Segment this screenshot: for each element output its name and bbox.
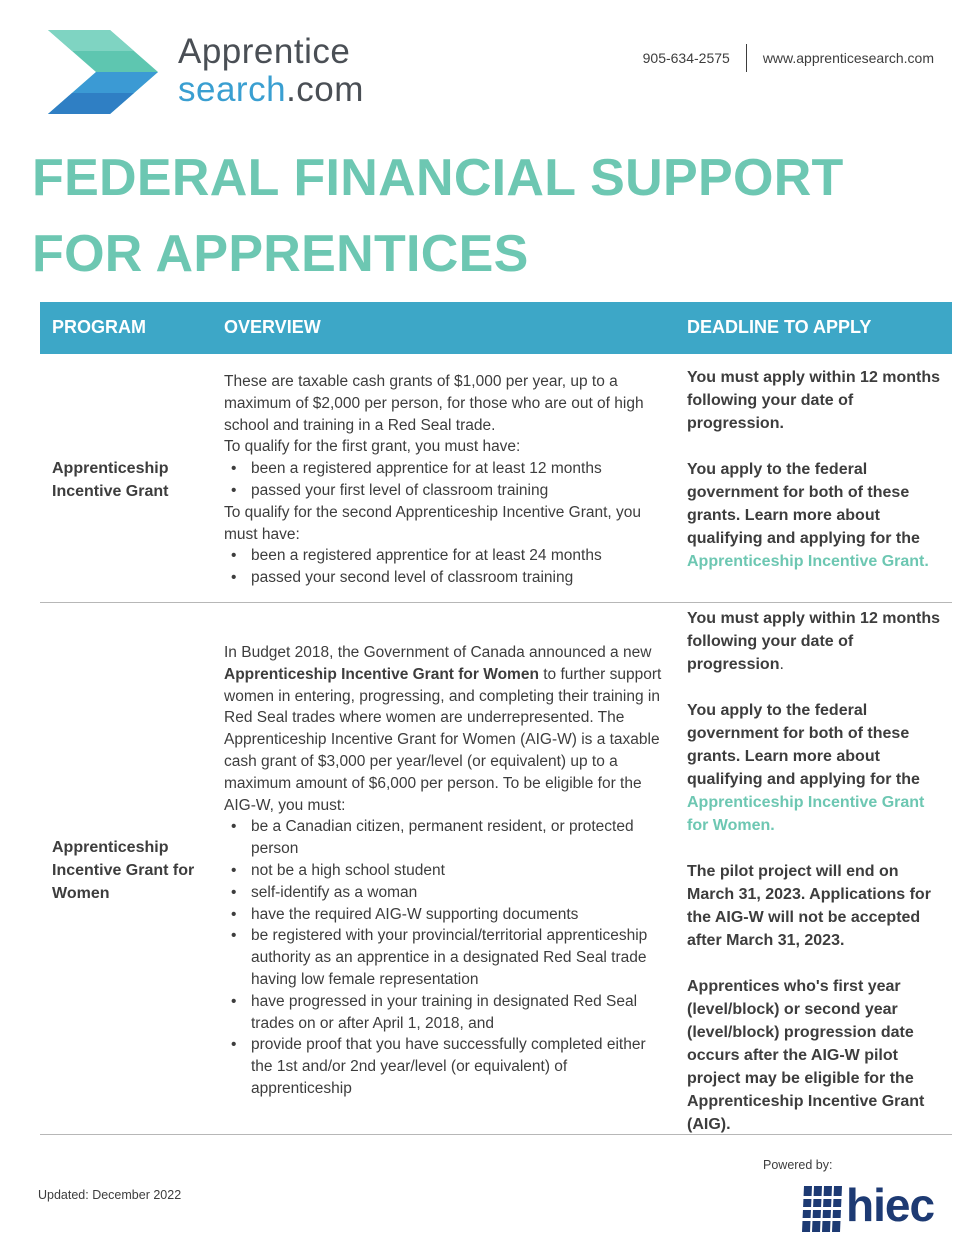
website-link[interactable]: www.apprenticesearch.com	[762, 50, 934, 66]
header-deadline: DEADLINE TO APPLY	[687, 317, 872, 337]
program-overview: In Budget 2018, the Government of Canada announced a new Apprenticeship Incentive Grant for Women to further support women in entering, progressing, and completing their training in Red Seal trades where women are underrepresented. The Apprenticeship Incentive Grant for Women (AIG-W) is a taxable cash grant of $3,000 per year/level (or equivalent) up to a maximum amount of $6,000 per person. To be eligible for the AIG-W, you must: • be a Canadian citizen, permanent resident, or protected person • not be a high school student • self-identify as a woman • have the required AIG-W supporting documents • be registered with your provincial/territorial apprenticeship authority as an apprentice in a designated Red Seal trade having low female representation • have progressed in your training in designated Red Seal trades on or after April 1, 2018, and • provide proof that you have successfully completed either the 1st and/or 2nd year/level (or equivalent) of apprenticeship	[224, 642, 670, 1100]
list-item: • provide proof that you have successfully completed either the 1st and/or 2nd year/level (or equivalent) of apprenticeship	[251, 1034, 670, 1099]
page-title: FEDERAL FINANCIAL SUPPORT FOR APPRENTICES	[32, 149, 844, 283]
program-deadline: You must apply within 12 months following your date of progression. You apply to the federal government for both of these grants. Learn more about qualifying and applying for the Apprenticeship Incentive Grant for Women. The pilot project will end on March 31, 2023. Applications for the AIG-W will not be accepted after March 31, 2023. Apprentices who's first year (level/block) or second year (level/block) progression date occurs after the AIG-W pilot project may be eligible for the Apprenticeship Incentive Grant (AIG).	[687, 610, 941, 1133]
aig-w-link[interactable]: Apprenticeship Incentive Grant for Women.	[687, 794, 925, 834]
requirements-list	[224, 458, 670, 502]
contact-divider	[746, 44, 747, 72]
contact-info	[643, 44, 934, 72]
hiec-grid-icon	[800, 1186, 846, 1232]
header-overview: OVERVIEW	[224, 317, 321, 337]
list-item: • have the required AIG-W supporting documents	[251, 904, 670, 926]
list-item: • passed your first level of classroom training	[251, 480, 670, 502]
list-item: • self-identify as a woman	[251, 882, 670, 904]
program-name: Apprenticeship Incentive Grant for Women	[52, 839, 195, 902]
logo-wordmark-line2: search.com	[178, 70, 364, 109]
powered-by-label: Powered by:	[763, 1158, 833, 1172]
list-item: • been a registered apprentice for at least 24 months	[251, 545, 670, 567]
program-deadline: You must apply within 12 months following your date of progression. You apply to the federal government for both of these grants. Learn more about qualifying and applying for the Apprenticeship Incentive Grant.	[687, 369, 941, 570]
list-item: • be a Canadian citizen, permanent resident, or protected person	[251, 816, 670, 860]
program-name: Apprenticeship Incentive Grant	[52, 460, 169, 500]
list-item: • be registered with your provincial/territorial apprenticeship authority as an apprentice in a designated Red Seal trade having low female representation	[251, 925, 670, 990]
requirements-list	[224, 545, 670, 589]
apprenticesearch-logo[interactable]	[48, 30, 388, 114]
table-row	[40, 602, 952, 1135]
list-item: • not be a high school student	[251, 860, 670, 882]
hiec-wordmark: hiec	[846, 1179, 935, 1231]
program-overview: These are taxable cash grants of $1,000 per year, up to a maximum of $2,000 per person, for those who are out of high school and training in a Red Seal trade. To qualify for the first grant, you must have: • been a registered apprentice for at least 12 months • passed your first level of classroom training To qualify for the second Apprenticeship Incentive Grant, you must have: • been a registered apprentice for at least 24 months • passed your second level of classroom training	[224, 371, 670, 589]
list-item: • been a registered apprentice for at least 12 months	[251, 458, 670, 480]
logo-wordmark-line1: Apprentice	[178, 32, 351, 71]
chevron-logo-icon	[48, 30, 158, 114]
header-program: PROGRAM	[52, 317, 146, 337]
table-header	[40, 302, 952, 354]
phone-number[interactable]: 905-634-2575	[642, 50, 730, 66]
aig-link[interactable]: Apprenticeship Incentive Grant.	[687, 553, 929, 570]
list-item: • have progressed in your training in designated Red Seal trades on or after April 1, 2018, and	[251, 991, 670, 1035]
list-item: • passed your second level of classroom training	[251, 567, 670, 589]
eligibility-list	[224, 816, 670, 1099]
table-row	[40, 354, 952, 603]
updated-date: Updated: December 2022	[38, 1188, 182, 1202]
hiec-logo[interactable]	[800, 1179, 950, 1234]
